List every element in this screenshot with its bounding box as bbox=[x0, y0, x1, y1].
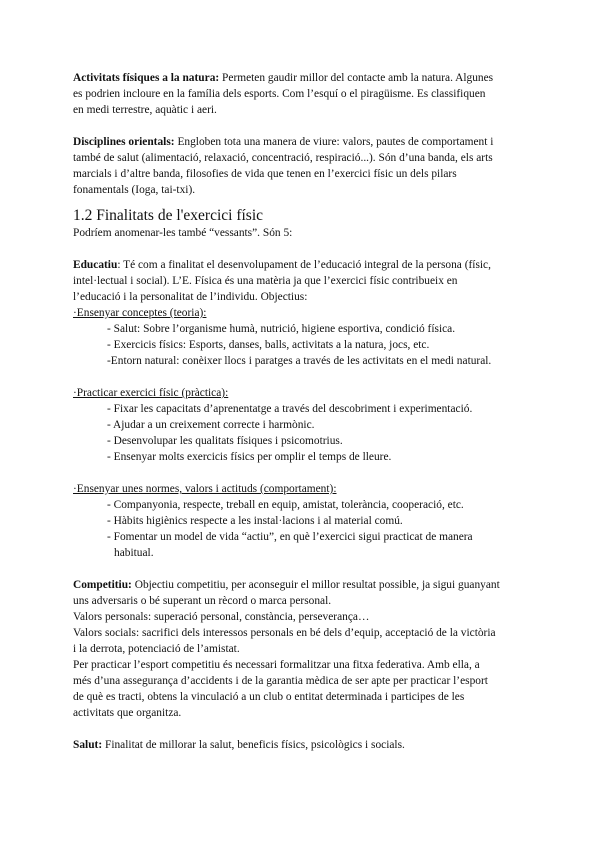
paragraph-educatiu: Educatiu: Té com a finalitat el desenvolupament de l’educació integral de la persona (físic, intel·lectual i social). L’E. Física és una matèria ja que l’exercici físic contribueix en l’educació i la personalitat de l’individu. Objectius: ·Ensenyar conceptes (teoria): - Salut: Sobre l’organisme humà, nutrició, higiene esportiva, condició física. - Exercicis físics: Esports, danses, balls, activitats a la natura, jocs, etc. -Entorn natural: conèixer llocs i paratges a través de les activitats en el medi natural. ·Practicar exercici físic (pràctica): - Fixar les capacitats d’aprenentatge a través del descobriment i experimentació. - Ajudar a un creixement correcte i harmònic. - Desenvolupar les qualitats físiques i psicomotrius. - Ensenyar molts exercicis físics per omplir el temps de lleure. ·Ensenyar unes normes, valors i actituds (comportament): - Companyonia, respecte, treball en equip, amistat, tolerància, cooperació, etc. - Hàbits higiènics respecte a les instal·lacions i al material comú. - Fomentar un model de vida “actiu”, en què l’exercici sigui practicat de manera habitual. bbox=[73, 257, 528, 561]
list-item: - Companyonia, respecte, treball en equip, amistat, tolerància, cooperació, etc. bbox=[107, 499, 464, 511]
paragraph-orientals: Disciplines orientals: Engloben tota una manera de viure: valors, pautes de comportament i també de salut (alimentació, relaxació, concentració, respiració...). Són d’una banda, els arts marcials i d’altre banda, filosofies de vida que tenen en l’exercici físic un dels pilars fonamentals (Ioga, tai-txi). bbox=[73, 136, 494, 196]
term-natura: Activitats físiques a la natura: bbox=[73, 72, 220, 84]
group-title-conceptes: ·Ensenyar conceptes (teoria): bbox=[73, 307, 207, 319]
section-intro: Podríem anomenar-les també “vessants”. Són 5: bbox=[73, 227, 293, 239]
list-item: - Fixar les capacitats d’aprenentatge a través del descobriment i experimentació. bbox=[107, 403, 473, 415]
document-page bbox=[73, 70, 528, 753]
list-item: - Exercicis físics: Esports, danses, balls, activitats a la natura, jocs, etc. bbox=[107, 339, 430, 351]
section-heading: 1.2 Finalitats de l'exercici físic bbox=[73, 207, 264, 224]
group-title-practica: ·Practicar exercici físic (pràctica): bbox=[73, 387, 229, 399]
group-title-normes: ·Ensenyar unes normes, valors i actituds (comportament): bbox=[73, 483, 337, 495]
term-orientals: Disciplines orientals: bbox=[73, 136, 175, 148]
paragraph-competitiu: Competitiu: Objectiu competitiu, per aconseguir el millor resultat possible, ja sigui guanyant uns adversaris o bé superant un rècord o marca personal. Valors personals: superació personal, constància, perseverança… Valors socials: sacrifici dels interessos personals en bé dels d’equip, acceptació de la victòria i la derrota, potenciació de l’amistat. Per practicar l’esport competitiu és necessari formalitzar una fitxa federativa. Amb ella, a més d’una assegurança d’accidents i de la garantia mèdica de ser apte per practicar l’esport de què es tracti, obtens la vinculació a un club o entitat determinada i participes de les activitats que organitza. bbox=[73, 579, 500, 719]
list-item: - Fomentar un model de vida “actiu”, en què l’exercici sigui practicat de manera bbox=[107, 531, 473, 543]
term-competitiu: Competitiu: bbox=[73, 579, 132, 591]
list-item: - Hàbits higiènics respecte a les instal·lacions i al material comú. bbox=[107, 515, 403, 527]
paragraph-natura: Activitats físiques a la natura: Permeten gaudir millor del contacte amb la natura. Algunes es podrien incloure en la família dels esports. Com l’esquí o el piragüisme. Es classifiquen en medi terrestre, aquàtic i aeri. bbox=[73, 72, 494, 116]
term-salut: Salut: bbox=[73, 739, 103, 751]
list-item: - Ensenyar molts exercicis físics per omplir el temps de lleure. bbox=[107, 451, 392, 463]
list-item: - Ajudar a un creixement correcte i harmònic. bbox=[107, 419, 315, 431]
list-item: -Entorn natural: conèixer llocs i paratges a través de les activitats en el medi natural. bbox=[107, 355, 492, 367]
paragraph-salut: Salut: Finalitat de millorar la salut, beneficis físics, psicològics i socials. bbox=[73, 739, 405, 751]
list-item: - Desenvolupar les qualitats físiques i psicomotrius. bbox=[107, 435, 343, 447]
list-item: - Salut: Sobre l’organisme humà, nutrició, higiene esportiva, condició física. bbox=[107, 323, 456, 335]
list-item-continuation: habitual. bbox=[114, 547, 154, 559]
term-educatiu: Educatiu bbox=[73, 259, 118, 271]
